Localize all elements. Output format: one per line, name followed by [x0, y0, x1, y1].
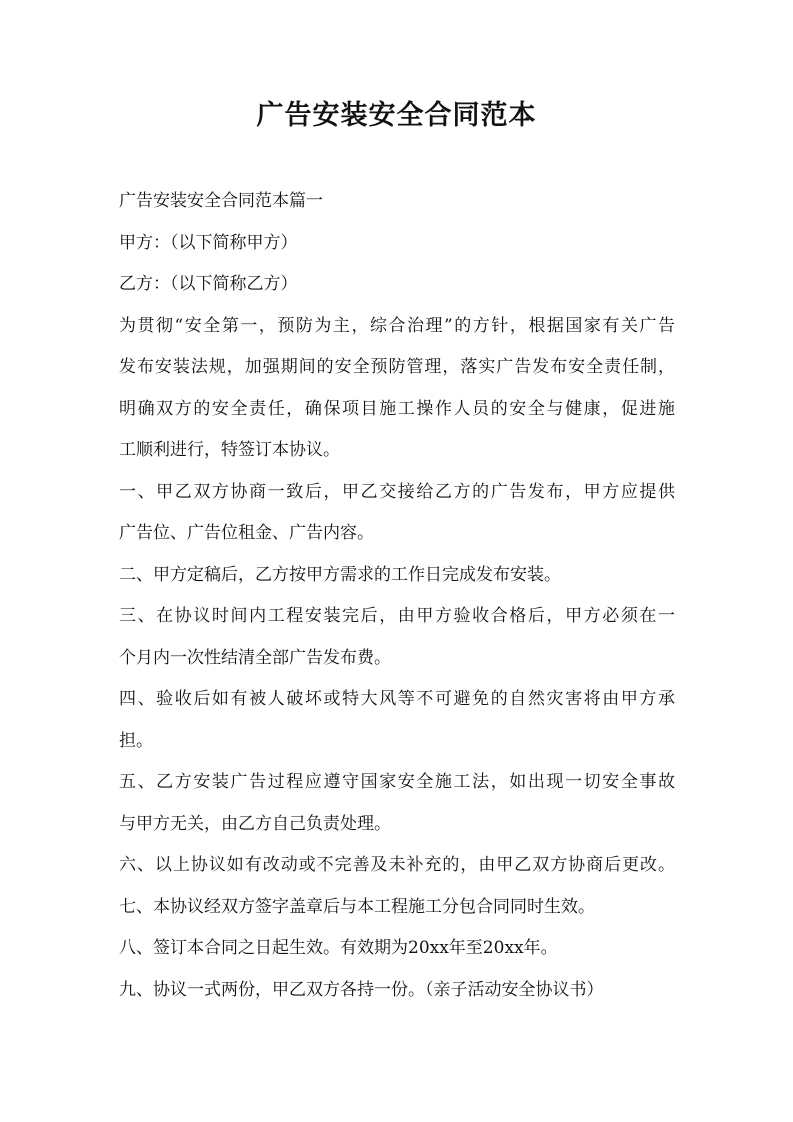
party-a-line [119, 223, 675, 265]
text-line: 九、协议一式两份，甲乙双方各持一份。（亲子活动安全协议书） [119, 979, 604, 1000]
clause-9 [119, 970, 675, 1012]
clause-7 [119, 887, 675, 929]
text-line: 二、甲方定稿后，乙方按甲方需求的工作日完成发布安装。 [119, 564, 561, 585]
clause-3 [119, 596, 675, 679]
text-line: 五、乙方安装广告过程应遵守国家安全施工法，如出现一切安全事故 [119, 772, 675, 792]
text-line: 七、本协议经双方签字盖章后与本工程施工分包合同同时生效。 [119, 896, 595, 917]
text-line: 发布安装法规，加强期间的安全预防管理，落实广告发布安全责任制， [119, 357, 675, 377]
text-line: 三、在协议时间内工程安装完后，由甲方验收合格后，甲方必须在一 [119, 606, 675, 626]
text-line: 为贯彻“安全第一，预防为主，综合治理”的方针，根据国家有关广告 [119, 315, 675, 336]
clause-2 [119, 555, 675, 597]
document-title: 广告安装安全合同范本 [256, 100, 537, 131]
text-line: 六、以上协议如有改动或不完善及未补充的，由甲乙双方协商后更改。 [119, 855, 675, 875]
text-line: 广告位、广告位租金、广告内容。 [119, 523, 374, 543]
party-b-line [119, 264, 675, 306]
document-body [119, 181, 675, 1011]
text-line: 与甲方无关，由乙方自己负责处理。 [119, 813, 391, 834]
section-heading [119, 181, 675, 223]
text-line: 甲方：（以下简称甲方） [119, 232, 298, 253]
text-line: 个月内一次性结清全部广告发布费。 [119, 647, 391, 668]
text-line: 工顺利进行，特签订本协议。 [119, 440, 340, 460]
clause-4 [119, 679, 675, 762]
text-line: 四、验收后如有被人破坏或特大风等不可避免的自然灾害将由甲方承 [119, 689, 675, 709]
clause-8 [119, 928, 675, 970]
text-line: 乙方：（以下简称乙方） [119, 274, 298, 294]
preamble-paragraph [119, 306, 675, 472]
text-line: 广告安装安全合同范本篇一 [119, 191, 323, 211]
clause-1 [119, 472, 675, 555]
text-line: 八、签订本合同之日起生效。有效期为20xx年至20xx年。 [119, 938, 558, 958]
clause-6 [119, 845, 675, 887]
clause-5 [119, 762, 675, 845]
text-line: 担。 [119, 730, 153, 751]
text-line: 一、甲乙双方协商一致后，甲乙交接给乙方的广告发布，甲方应提供 [119, 481, 675, 502]
text-line: 明确双方的安全责任，确保项目施工操作人员的安全与健康，促进施 [119, 398, 675, 419]
